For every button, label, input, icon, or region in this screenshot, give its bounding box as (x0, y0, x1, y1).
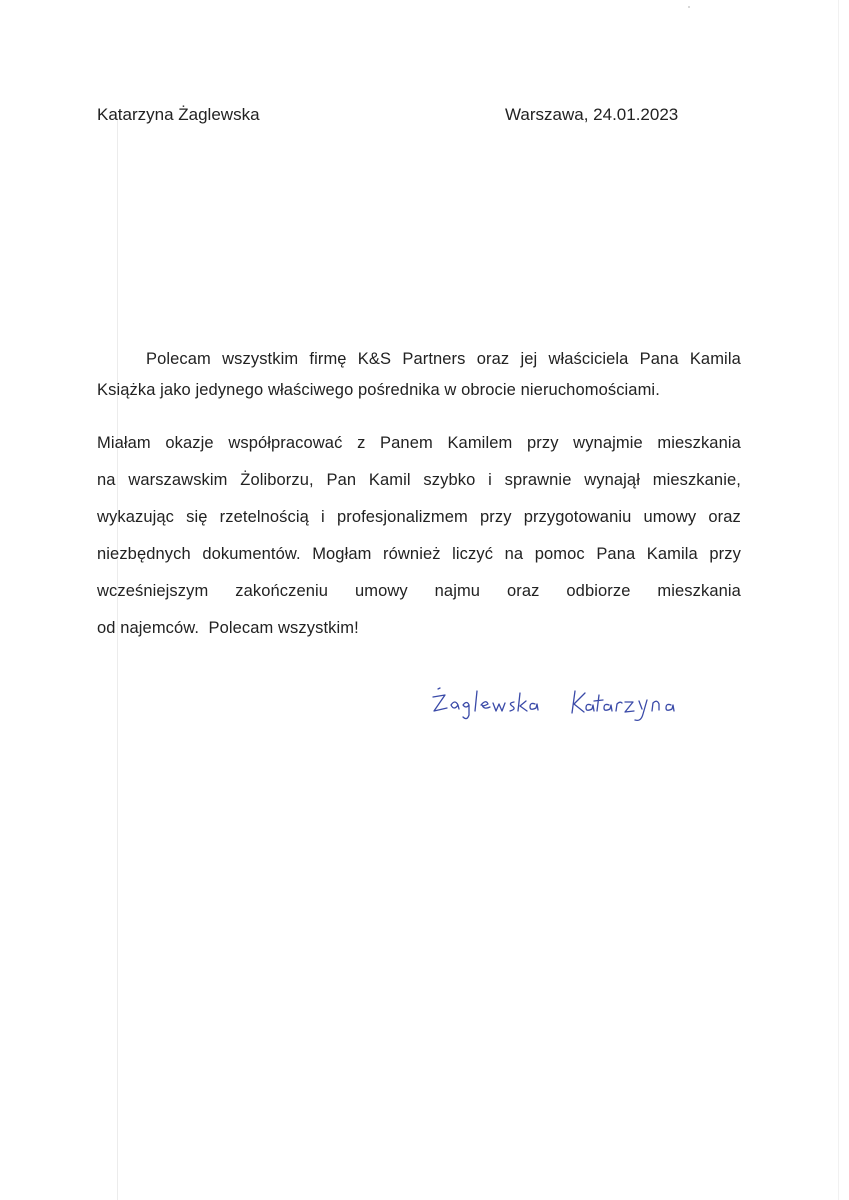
word: Partners (402, 350, 466, 368)
word: dokumentów. (202, 545, 301, 563)
word: mieszkania (657, 434, 741, 452)
word: wynajmie (573, 434, 643, 452)
word: na (504, 545, 524, 563)
word: profesjonalizmem (336, 508, 468, 526)
paragraph-line (97, 425, 741, 462)
paragraph-line (97, 375, 741, 406)
word: Polecam (146, 350, 211, 368)
word: również (383, 545, 441, 563)
paragraph-line (97, 536, 741, 573)
word: przy (709, 545, 741, 563)
word: przy (526, 434, 559, 452)
paragraph-line (97, 499, 741, 536)
author-name: Katarzyna Żaglewska (97, 105, 260, 124)
scan-margin-line (117, 118, 118, 1200)
word: jej (520, 350, 538, 368)
scan-edge-line (838, 0, 839, 1200)
handwritten-signature (425, 675, 715, 735)
word: odbiorze (566, 582, 631, 600)
paragraph-line (97, 462, 741, 499)
word: zakończeniu (235, 582, 329, 600)
word: Mogłam (312, 545, 372, 563)
word: współpracować (228, 434, 343, 452)
word: Kamil (368, 471, 411, 489)
paragraph-line (97, 344, 741, 375)
word: pomoc (534, 545, 585, 563)
word: K&S (357, 350, 392, 368)
word: Pan (326, 471, 357, 489)
word: przygotowaniu (523, 508, 632, 526)
paragraph-recommendation (97, 344, 741, 406)
word: i (321, 508, 325, 526)
word: mieszkanie, (652, 471, 741, 489)
word: właściciela (548, 350, 629, 368)
word: na (97, 471, 116, 489)
word: umowy (643, 508, 697, 526)
word: sprawnie (504, 471, 572, 489)
word: wynajął (584, 471, 640, 489)
word: i (488, 471, 492, 489)
word: niezbędnych (97, 545, 191, 563)
word: wcześniejszym (97, 582, 209, 600)
word: z (357, 434, 366, 452)
word: przy (479, 508, 512, 526)
word: Pana (596, 545, 636, 563)
paragraph-experience (97, 425, 741, 647)
word: Panem (380, 434, 433, 452)
place-and-date: Warszawa, 24.01.2023 (505, 105, 679, 124)
word: Żoliborzu, (240, 471, 314, 489)
word: Kamila (689, 350, 741, 368)
word: firmę (309, 350, 347, 368)
paragraph-line (97, 610, 741, 647)
word: oraz (507, 582, 540, 600)
word: liczyć (452, 545, 494, 563)
word: Pana (639, 350, 679, 368)
word: umowy (354, 582, 408, 600)
word: mieszkania (657, 582, 741, 600)
word: najmu (434, 582, 481, 600)
word: się (186, 508, 208, 526)
word: szybko (423, 471, 476, 489)
line-text: Książka jako jedynego właściwego pośrednika w obrocie nieruchomościami. (97, 381, 660, 399)
word: wykazując (97, 508, 175, 526)
line-text: od najemców. Polecam wszystkim! (97, 619, 359, 637)
scan-speck (688, 6, 690, 8)
word: Kamilem (447, 434, 513, 452)
word: warszawskim (128, 471, 228, 489)
word: Kamila (646, 545, 698, 563)
word: oraz (708, 508, 741, 526)
word: wszystkim (222, 350, 299, 368)
word: rzetelnością (219, 508, 309, 526)
word: okazje (165, 434, 214, 452)
paragraph-line (97, 573, 741, 610)
word: Miałam (97, 434, 151, 452)
word: oraz (476, 350, 510, 368)
